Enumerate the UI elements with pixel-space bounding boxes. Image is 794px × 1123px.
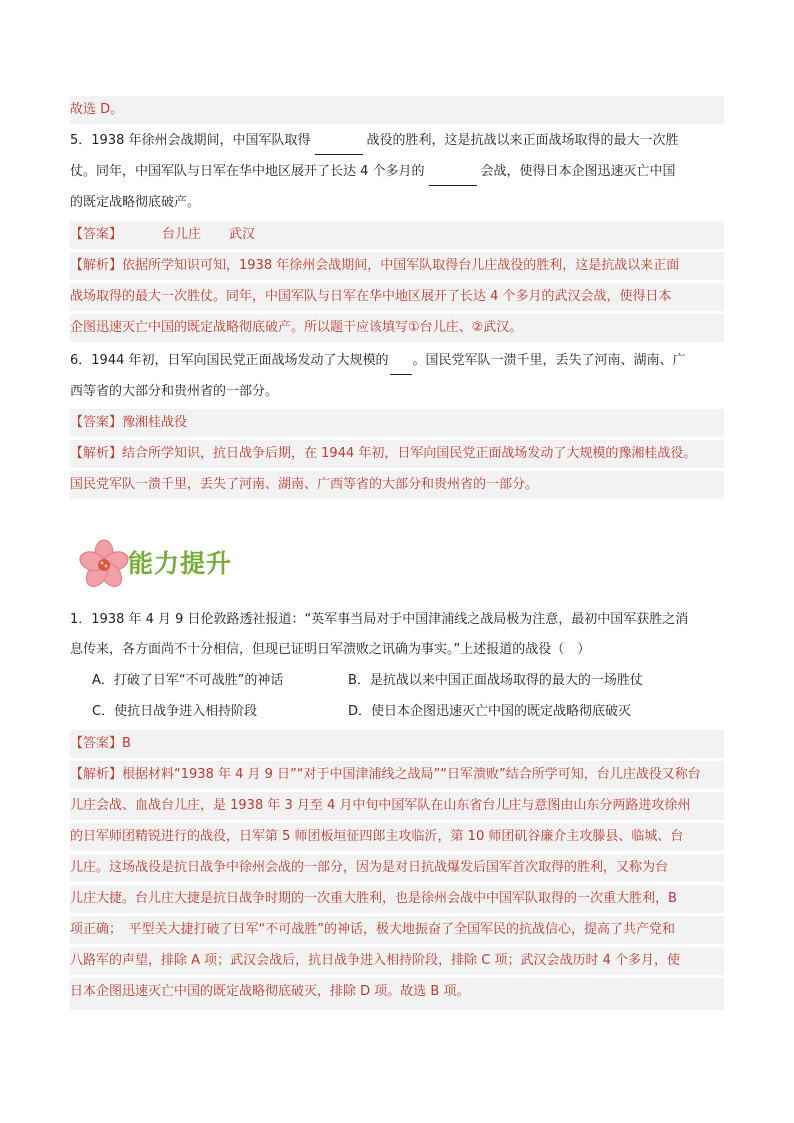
question-5-answer <box>70 221 724 249</box>
answer-label: 【答案】 <box>70 227 123 242</box>
question-1-analysis-7: 八路军的声望，排除 A 项；武汉会战后，抗日战争进入相持阶段，排除 C 项；武汉会战历时 4 个多月，使 <box>70 947 724 975</box>
question-5-analysis-1: 【解析】依据所学知识可知，1938 年徐州会战期间，中国军队取得台儿庄战役的胜利，这是抗战以来正面 <box>70 252 724 280</box>
option-b: B．是抗战以来中国正面战场取得的最大的一场胜仗 <box>348 673 643 688</box>
question-6-answer <box>70 409 724 437</box>
option-c: C．使抗日战争进入相持阶段 <box>92 704 258 719</box>
previous-analysis-text: 故选 D。 <box>70 102 124 117</box>
section-title: 能力提升 <box>128 549 233 578</box>
question-5-line-2: 仗。同年，中国军队与日军在华中地区展开了长达 4 个多月的 会战，使得日本企图迅速灭亡中国 <box>70 158 724 186</box>
question-6-analysis-1: 【解析】结合所学知识，抗日战争后期，在 1944 年初，日军向国民党正面战场发动了大规模的豫湘桂战役。 <box>70 440 724 468</box>
fill-blank <box>429 167 477 186</box>
analysis-label: 【解析】 <box>70 767 123 782</box>
answer-value: 武汉 <box>229 227 256 242</box>
fill-blank <box>390 356 412 375</box>
answer-label: 【答案】 <box>70 736 123 751</box>
question-6-line-2: 西等省的大部分和贵州省的一部分。 <box>70 384 279 399</box>
question-1-analysis-8: 日本企图迅速灭亡中国的既定战略彻底破灭，排除 D 项。故选 B 项。 <box>70 978 724 1010</box>
analysis-label: 【解析】 <box>70 446 123 461</box>
question-5-line-3: 的既定战略彻底破产。 <box>70 195 201 210</box>
answer-value: B <box>122 736 131 751</box>
question-1-analysis-5: 儿庄大捷。台儿庄大捷是抗日战争时期的一次重大胜利，也是徐州会战中中国军队取得的一次重大胜利，B <box>70 885 724 913</box>
answer-label: 【答案】 <box>70 415 123 430</box>
flower-icon <box>76 536 132 592</box>
option-d: D．使日本企图迅速灭亡中国的既定战略彻底破灭 <box>348 704 632 719</box>
question-6-line-1: 6．1944 年初，日军向国民党正面战场发动了大规模的 。国民党军队一溃千里，丢失了河南、湖南、广 <box>70 347 724 375</box>
question-5-line-1: 5．1938 年徐州会战期间，中国军队取得 战役的胜利，这是抗战以来正面战场取得的最大一次胜 <box>70 127 724 155</box>
previous-analysis-end <box>70 96 724 124</box>
question-1-analysis-3: 的日军师团精锐进行的战役，日军第 5 师团板垣征四郎主攻临沂，第 10 师团矶谷廉介主攻滕县、临城、台 <box>70 823 724 851</box>
question-1-line-2: 息传来，各方面尚不十分相信，但现已证明日军溃败之讯确为事实。”上述报道的战役（ ） <box>70 642 591 657</box>
option-a: A．打破了日军“不可战胜”的神话 <box>92 673 284 688</box>
question-1-analysis-1: 【解析】根据材料“1938 年 4 月 9 日”“对于中国津浦线之战局”“日军溃败”结合所学可知，台儿庄战役又称台 <box>70 761 724 789</box>
question-6-analysis-2: 国民党军队一溃千里，丢失了河南、湖南、广西等省的大部分和贵州省的一部分。 <box>70 471 724 499</box>
answer-value: 豫湘桂战役 <box>122 415 188 430</box>
question-5-analysis-3: 企图迅速灭亡中国的既定战略彻底破产。所以题干应该填写①台儿庄、②武汉。 <box>70 314 724 342</box>
question-1-analysis-2: 儿庄会战、血战台儿庄，是 1938 年 3 月至 4 月中旬中国军队在山东省台儿庄与意图由山东分两路进攻徐州 <box>70 792 724 820</box>
answer-value: 台儿庄 <box>162 227 202 242</box>
analysis-label: 【解析】 <box>70 258 123 273</box>
question-1-analysis-6: 项正确； 平型关大捷打破了日军“不可战胜”的神话，极大地振奋了全国军民的抗战信心，提高了共产党和 <box>70 916 724 944</box>
question-1-answer <box>70 730 724 758</box>
fill-blank <box>315 136 363 155</box>
question-1-analysis-4: 儿庄。这场战役是抗日战争中徐州会战的一部分，因为是对日抗战爆发后国军首次取得的胜利，又称为台 <box>70 854 724 882</box>
question-5-analysis-2: 战场取得的最大一次胜仗。同年，中国军队与日军在华中地区展开了长达 4 个多月的武汉会战，使得日本 <box>70 283 724 311</box>
question-1-line-1: 1．1938 年 4 月 9 日伦敦路透社报道：“英军事当局对于中国津浦线之战局极为注意，最初中国军获胜之消 <box>70 612 689 627</box>
